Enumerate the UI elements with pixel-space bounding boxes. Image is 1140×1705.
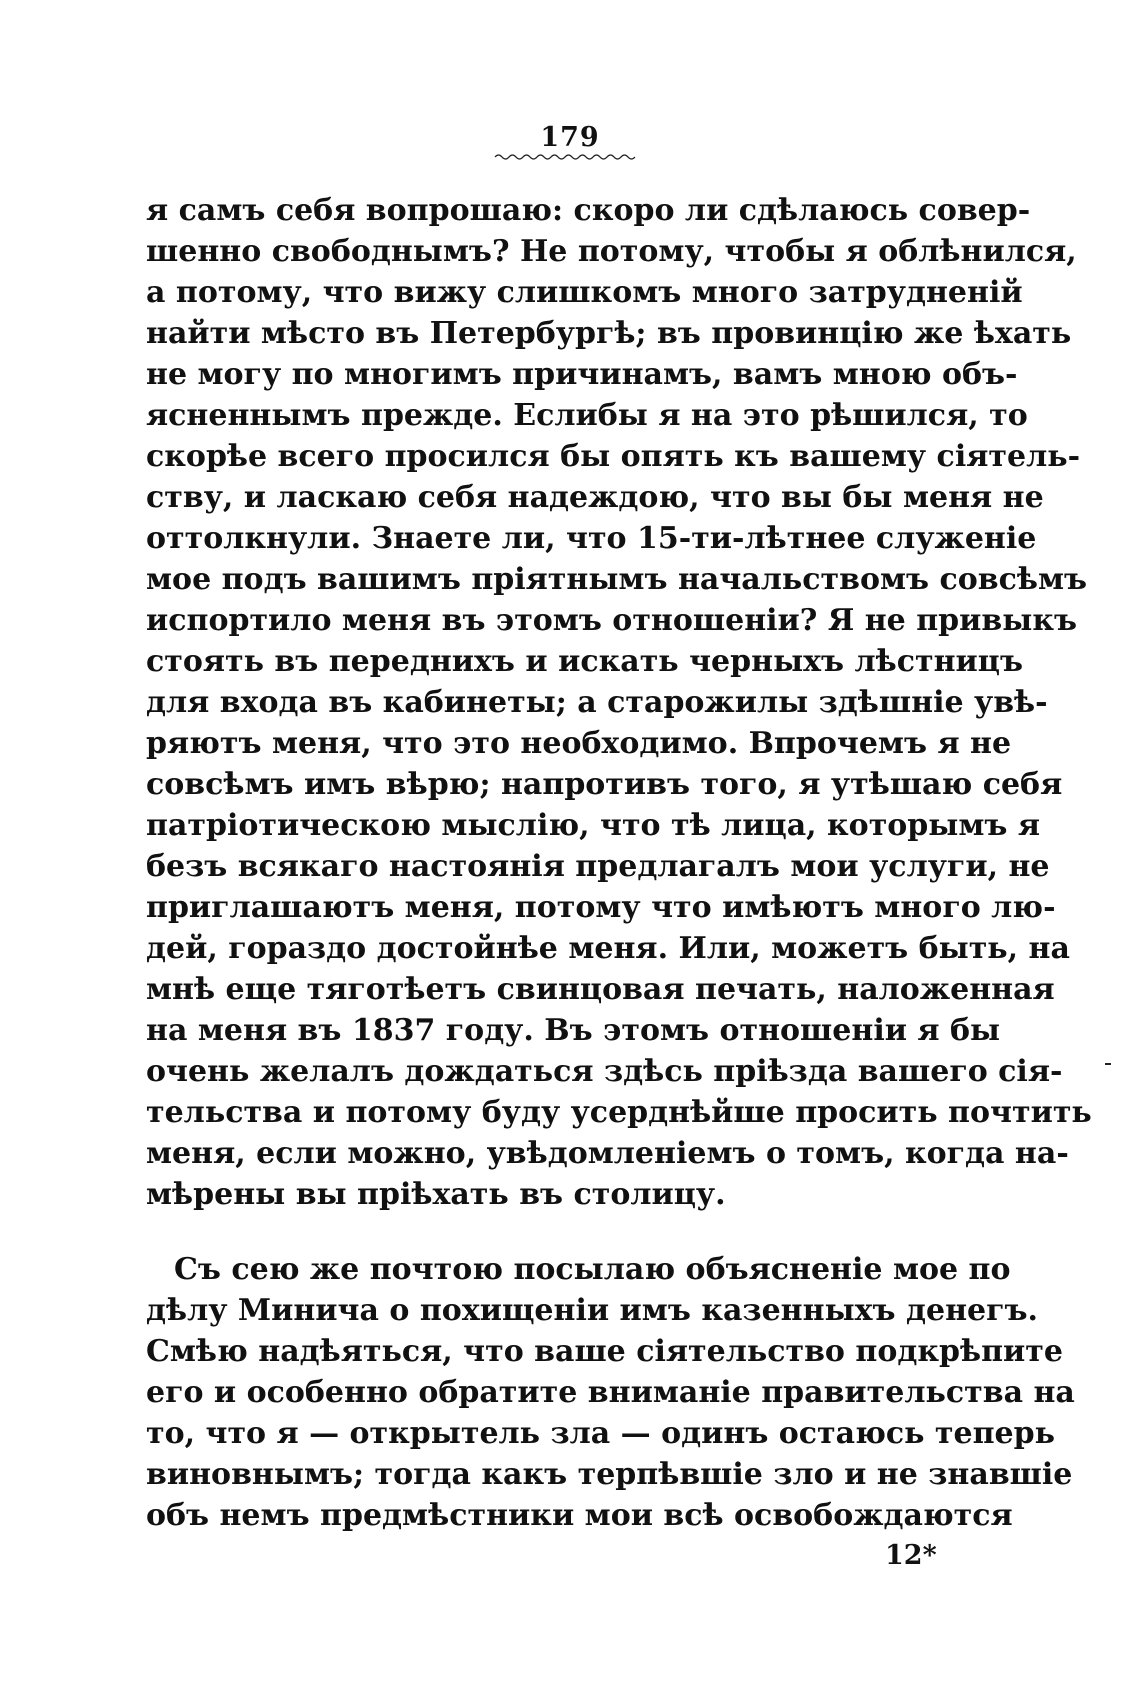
margin-mark [1105, 1063, 1111, 1065]
text-line: скорѣе всего просился бы опять къ вашему сіятель- [146, 439, 1081, 474]
text-line: объ немъ предмѣстники мои всѣ освобождаются [146, 1498, 1013, 1533]
text-line: Смѣю надѣяться, что ваше сіятельство подкрѣпите [146, 1334, 1063, 1369]
text-line: шенно свободнымъ? Не потому, чтобы я облѣнился, [146, 234, 1077, 269]
text-line: безъ всякаго настоянія предлагалъ мои услуги, не [146, 849, 1050, 884]
signature-mark: 12* [885, 1540, 937, 1571]
text-line: ряютъ меня, что это необходимо. Впрочемъ я не [146, 726, 1012, 761]
text-line: патріотическою мыслію, что тѣ лица, которымъ я [146, 808, 1041, 843]
text-line: меня, если можно, увѣдомленіемъ о томъ, когда на- [146, 1136, 1069, 1171]
text-line: его и особенно обратите вниманіе правительства на [146, 1375, 1075, 1410]
text-line: тельства и потому буду усерднѣйше просить почтить [146, 1095, 1092, 1130]
text-line: дей, гораздо достойнѣе меня. Или, можетъ быть, на [146, 931, 1070, 966]
text-line: Съ сею же почтою посылаю объясненіе мое по [174, 1252, 1011, 1287]
text-line: приглашаютъ меня, потому что имѣютъ много лю- [146, 890, 1056, 925]
text-line: совсѣмъ имъ вѣрю; напротивъ того, я утѣшаю себя [146, 767, 1063, 802]
text-line: дѣлу Минича о похищеніи имъ казенныхъ денегъ. [146, 1293, 1038, 1328]
text-line: не могу по многимъ причинамъ, вамъ мною объ- [146, 357, 1018, 392]
text-line: мѣрены вы пріѣхать въ столицу. [146, 1177, 726, 1212]
text-line: испортило меня въ этомъ отношеніи? Я не привыкъ [146, 603, 1077, 638]
text-line: найти мѣсто въ Петербургѣ; въ провинцію же ѣхать [146, 316, 1072, 351]
text-line: ясненнымъ прежде. Еслибы я на это рѣшился, то [146, 398, 1028, 433]
text-line: оттолкнули. Знаете ли, что 15-ти-лѣтнее служеніе [146, 521, 1037, 556]
text-line: я самъ себя вопрошаю: скоро ли сдѣлаюсь совер- [146, 193, 1031, 228]
text-line: то, что я — открытель зла — одинъ остаюсь теперь [146, 1416, 1055, 1451]
text-line: стоять въ переднихъ и искать черныхъ лѣстницъ [146, 644, 1023, 679]
paragraph-1 [146, 190, 1092, 1215]
wavy-rule-ornament [495, 152, 635, 162]
text-line: ству, и ласкаю себя надеждою, что вы бы меня не [146, 480, 1044, 515]
page-number: 179 [540, 122, 600, 153]
text-line: виновнымъ; тогда какъ терпѣвшіе зло и не знавшіе [146, 1457, 1073, 1492]
text-line: мнѣ еще тяготѣетъ свинцовая печать, наложенная [146, 972, 1055, 1007]
text-line: мое подъ вашимъ пріятнымъ начальствомъ совсѣмъ [146, 562, 1088, 597]
text-line: очень желалъ дождаться здѣсь пріѣзда вашего сія- [146, 1054, 1063, 1089]
text-line: для входа въ кабинеты; а старожилы здѣшніе увѣ- [146, 685, 1048, 720]
paragraph-2 [146, 1249, 1075, 1536]
text-line: на меня въ 1837 году. Въ этомъ отношеніи я бы [146, 1013, 1001, 1048]
text-line: а потому, что вижу слишкомъ много затрудненій [146, 275, 1023, 310]
